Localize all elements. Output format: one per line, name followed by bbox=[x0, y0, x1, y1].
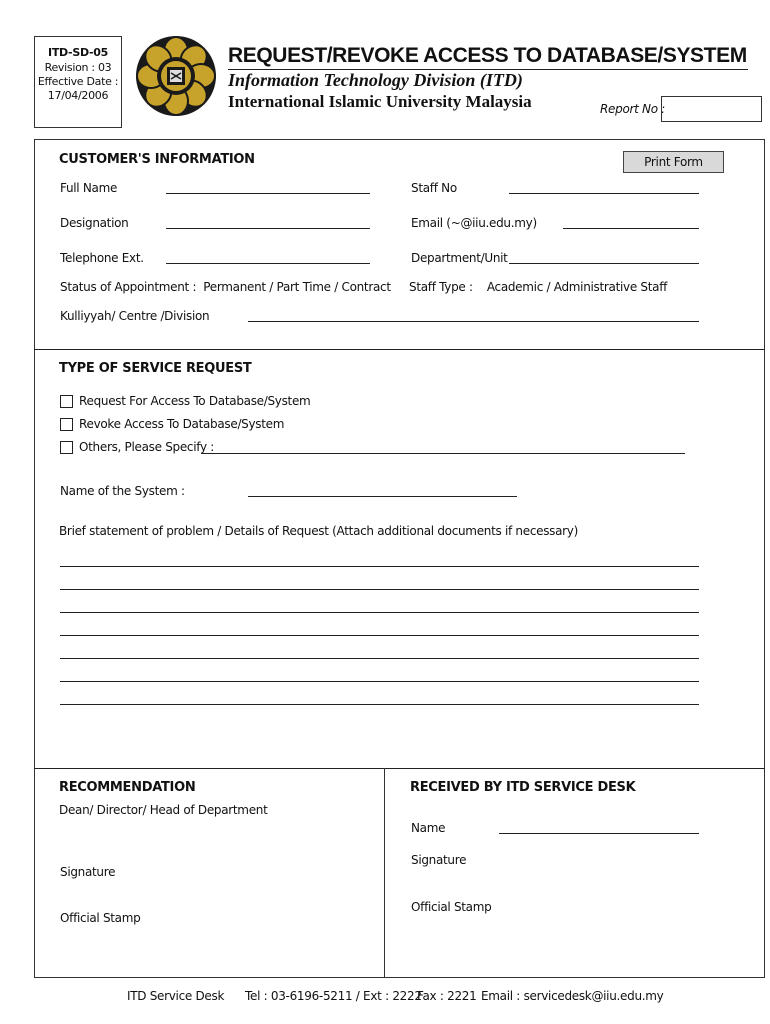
others-label: Others, Please Specify : bbox=[79, 440, 215, 454]
request-access-checkbox[interactable] bbox=[60, 395, 73, 408]
request-access-label: Request For Access To Database/System bbox=[79, 394, 311, 408]
received-signature-label: Signature bbox=[411, 853, 467, 867]
revoke-access-label: Revoke Access To Database/System bbox=[79, 417, 285, 431]
others-specify-field[interactable] bbox=[201, 453, 685, 454]
telephone-field[interactable] bbox=[166, 263, 370, 264]
footer-email: Email : servicedesk@iiu.edu.my bbox=[481, 989, 664, 1003]
details-line[interactable] bbox=[60, 658, 699, 659]
recommendation-heading: RECOMMENDATION bbox=[59, 780, 196, 795]
page-title: REQUEST/REVOKE ACCESS TO DATABASE/SYSTEM bbox=[228, 44, 747, 67]
staff-no-label: Staff No bbox=[411, 181, 457, 195]
designation-field[interactable] bbox=[166, 228, 370, 229]
received-name-label: Name bbox=[411, 821, 446, 835]
bottom-vertical-divider bbox=[384, 768, 385, 978]
received-stamp-label: Official Stamp bbox=[411, 900, 492, 914]
designation-label: Designation bbox=[60, 216, 129, 230]
details-line[interactable] bbox=[60, 589, 699, 590]
section-divider-2 bbox=[34, 768, 765, 769]
service-request-heading: TYPE OF SERVICE REQUEST bbox=[59, 361, 252, 376]
customer-info-heading: CUSTOMER'S INFORMATION bbox=[59, 152, 255, 167]
staff-no-field[interactable] bbox=[509, 193, 699, 194]
recommendation-signature-label: Signature bbox=[60, 865, 116, 879]
kulliyyah-label: Kulliyyah/ Centre /Division bbox=[60, 309, 210, 323]
received-name-field[interactable] bbox=[499, 833, 699, 834]
print-form-button[interactable]: Print Form bbox=[623, 151, 724, 173]
revoke-access-checkbox[interactable] bbox=[60, 418, 73, 431]
full-name-field[interactable] bbox=[166, 193, 370, 194]
brief-statement-label: Brief statement of problem / Details of Request (Attach additional documents if necessary) bbox=[59, 524, 578, 538]
effective-date-label: Effective Date : bbox=[37, 75, 119, 88]
recommendation-stamp-label: Official Stamp bbox=[60, 911, 141, 925]
effective-date: 17/04/2006 bbox=[47, 89, 109, 102]
details-line[interactable] bbox=[60, 704, 699, 705]
report-no-label: Report No : bbox=[600, 102, 666, 116]
footer-telephone: Tel : 03-6196-5211 / Ext : 2222 bbox=[245, 989, 422, 1003]
received-heading: RECEIVED BY ITD SERVICE DESK bbox=[410, 780, 636, 795]
others-checkbox[interactable] bbox=[60, 441, 73, 454]
details-line[interactable] bbox=[60, 612, 699, 613]
university-crest-icon bbox=[133, 33, 219, 119]
details-line[interactable] bbox=[60, 566, 699, 567]
university-subtitle: International Islamic University Malaysia bbox=[228, 92, 532, 111]
details-line[interactable] bbox=[60, 635, 699, 636]
document-code: ITD-SD-05 bbox=[48, 46, 108, 59]
system-name-label: Name of the System : bbox=[60, 484, 185, 498]
department-label: Department/Unit bbox=[411, 251, 508, 265]
system-name-field[interactable] bbox=[248, 496, 517, 497]
footer-service-desk: ITD Service Desk bbox=[127, 989, 225, 1003]
division-subtitle: Information Technology Division (ITD) bbox=[228, 70, 523, 90]
appointment-status-label: Status of Appointment : Permanent / Part Time / Contract bbox=[60, 280, 391, 294]
kulliyyah-field[interactable] bbox=[248, 321, 699, 322]
email-label: Email (~@iiu.edu.my) bbox=[411, 216, 537, 230]
report-no-field[interactable] bbox=[661, 96, 762, 122]
telephone-label: Telephone Ext. bbox=[60, 251, 144, 265]
dean-label: Dean/ Director/ Head of Department bbox=[59, 803, 268, 817]
details-line[interactable] bbox=[60, 681, 699, 682]
section-divider-1 bbox=[34, 349, 765, 350]
staff-type-label: Staff Type : Academic / Administrative Staff bbox=[409, 280, 668, 294]
full-name-label: Full Name bbox=[60, 181, 118, 195]
email-field[interactable] bbox=[563, 228, 699, 229]
document-revision: Revision : 03 bbox=[44, 61, 112, 74]
footer-fax: Fax : 2221 bbox=[417, 989, 477, 1003]
department-field[interactable] bbox=[509, 263, 699, 264]
